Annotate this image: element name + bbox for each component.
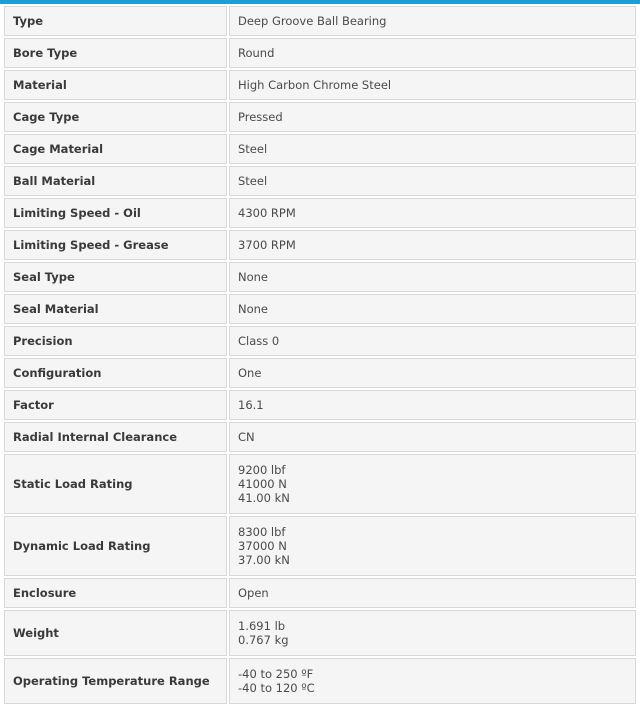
spec-row [4,294,636,324]
spec-value [229,390,636,420]
spec-value [229,134,636,164]
spec-value [229,70,636,100]
spec-label: Configuration [4,358,227,388]
spec-row [4,454,636,514]
spec-value-line: 4300 RPM [238,206,296,220]
spec-value [229,326,636,356]
spec-row [4,610,636,656]
spec-value-line: 3700 RPM [238,238,296,252]
spec-value-line: -40 to 250 ºF [238,667,314,681]
specifications-table [2,4,638,706]
spec-value-line: 41.00 kN [238,491,290,505]
spec-row [4,230,636,260]
spec-value-line: None [238,270,269,284]
spec-value [229,422,636,452]
spec-label: Material [4,70,227,100]
spec-row [4,358,636,388]
spec-label: Ball Material [4,166,227,196]
spec-row [4,262,636,292]
spec-value-line: 9200 lbf [238,463,286,477]
spec-value-line: 37.00 kN [238,553,290,567]
spec-value [229,610,636,656]
spec-value-line: None [238,302,269,316]
spec-label: Static Load Rating [4,454,227,514]
spec-value-line: Steel [238,174,268,188]
spec-row [4,166,636,196]
spec-row [4,70,636,100]
spec-label: Seal Material [4,294,227,324]
spec-value [229,6,636,36]
spec-row [4,326,636,356]
spec-value [229,578,636,608]
spec-value-line: 16.1 [238,398,264,412]
spec-row [4,390,636,420]
spec-value [229,454,636,514]
spec-value-line: Class 0 [238,334,280,348]
spec-row [4,38,636,68]
spec-label: Enclosure [4,578,227,608]
spec-value-line: 41000 N [238,477,287,491]
spec-value [229,38,636,68]
spec-value-line: Open [238,586,269,600]
spec-value [229,516,636,576]
spec-value-line: Steel [238,142,268,156]
spec-value-line: 8300 lbf [238,525,286,539]
spec-label: Precision [4,326,227,356]
spec-label: Dynamic Load Rating [4,516,227,576]
spec-label: Type [4,6,227,36]
spec-label: Weight [4,610,227,656]
spec-label: Seal Type [4,262,227,292]
spec-value-line: One [238,366,262,380]
spec-value [229,262,636,292]
spec-label: Bore Type [4,38,227,68]
spec-value-line: Deep Groove Ball Bearing [238,14,387,28]
spec-value [229,294,636,324]
spec-label: Limiting Speed - Oil [4,198,227,228]
spec-label: Cage Type [4,102,227,132]
spec-label: Factor [4,390,227,420]
spec-value-line: Round [238,46,275,60]
spec-value [229,658,636,704]
spec-value [229,198,636,228]
spec-value-line: 37000 N [238,539,287,553]
spec-value [229,358,636,388]
spec-value-line: CN [238,430,255,444]
spec-row [4,198,636,228]
spec-row [4,134,636,164]
spec-row [4,102,636,132]
spec-label: Cage Material [4,134,227,164]
spec-value-line: 1.691 lb [238,619,286,633]
spec-value [229,102,636,132]
spec-value-line: -40 to 120 ºC [238,681,315,695]
spec-value [229,230,636,260]
specifications-body [4,6,636,704]
spec-label: Operating Temperature Range [4,658,227,704]
spec-row [4,578,636,608]
spec-label: Radial Internal Clearance [4,422,227,452]
spec-value-line: 0.767 kg [238,633,289,647]
spec-label: Limiting Speed - Grease [4,230,227,260]
spec-value-line: Pressed [238,110,283,124]
spec-value [229,166,636,196]
spec-row [4,516,636,576]
spec-value-line: High Carbon Chrome Steel [238,78,392,92]
spec-row [4,658,636,704]
spec-row [4,6,636,36]
spec-row [4,422,636,452]
